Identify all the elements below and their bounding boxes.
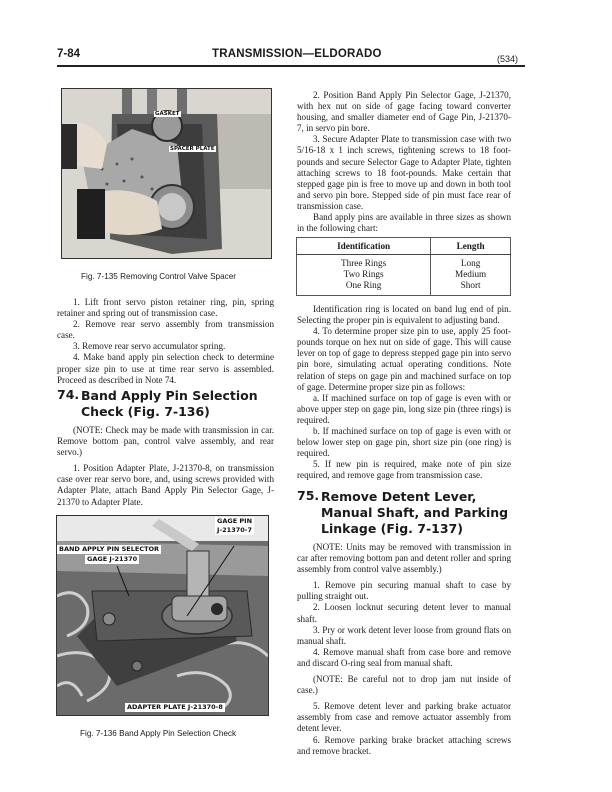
step-5-right: 5. If new pin is required, make note of pin size required, and remove gage from transmission case. [297,459,511,481]
section-75-step-1: 1. Remove pin securing manual shaft to case by pulling straight out. [297,580,511,602]
callout-selector-gage-line1: BAND APPLY PIN SELECTOR [59,545,160,553]
pin-chart-header-length: Length [431,238,511,255]
step-1: 1. Lift front servo piston retainer ring, pin, spring retainer and spring out of transmission case. [57,297,274,319]
figure-7-136-photo [56,515,269,716]
step-4a: a. If machined surface on top of gage is even with or above upper step on gage pin, long size pin (three rings) is required. [297,392,511,425]
section-75-step-2: 2. Loosen locknut securing detent lever to manual shaft. [297,602,511,624]
section-75 [297,489,511,757]
section-75-note: (NOTE: Units may be removed with transmission in car after removing bottom pan and detent roller and spring assembly from control valve assembly.) [297,542,511,575]
identification-ring-note: Identification ring is located on band lug end of pin. Selecting the proper pin is equivalent to adjusting band. [297,304,511,326]
callout-adapter-plate: ADAPTER PLATE J-21370-8 [127,703,223,711]
pin-chart-cell: Short [460,280,481,290]
right-column-top [297,90,511,234]
pin-chart-header-identification: Identification [297,238,431,255]
pin-chart-row [297,255,511,270]
step-4-right: 4. To determine proper size pin to use, apply 25 foot-pounds torque on hex nut on side of gage. This will cause lever on top of gage to depress stepped gage pin into servo pin bore, simulating actual operating conditions. Note relation of steps on gage pin and machined surface on top of gage. Determine proper size pin as follows: [297,326,511,392]
chart-intro: Band apply pins are available in three sizes as shown in the following chart: [297,212,511,234]
section-74-title: Band Apply Pin Selection Check (Fig. 7-136) [81,388,258,419]
right-column-mid [297,304,511,482]
section-75-title: Remove Detent Lever, Manual Shaft, and Parking Linkage (Fig. 7-137) [321,489,509,536]
callout-gage-pin [215,517,254,535]
section-74-heading [57,388,274,420]
sheet-number: (534) [497,54,519,64]
step-3-right: 3. Secure Adapter Plate to transmission case with two 5/16-18 x 1 inch screws, tightening screws to 18 foot-pounds and secure Selector Gage to Adapter Plate, tighten attaching screws to 18 foot-pounds. Make certain that stepped gage pin is free to move up and down in both tool and servo pin bore. Stepped side of pin must face rear of transmission case. [297,134,511,211]
page-number: 7-84 [57,48,81,60]
step-2-right: 2. Position Band Apply Pin Selector Gage, J-21370, with hex nut on side of gage facing toward converter housing, and smaller diameter end of Gage Pin, J-21370-7, in servo pin bore. [297,90,511,134]
step-4: 4. Make band apply pin selection check to determine proper size pin to use at time rear servo is assembled. Proceed as described in Note 74. [57,352,274,385]
pin-chart-row [297,280,511,296]
section-74-number: 74. [57,387,80,402]
figure-7-135-photo [61,88,272,259]
callout-spacer-plate: SPACER PLATE [170,146,215,152]
section-75-step-4: 4. Remove manual shaft from case bore and remove and discard O-ring seal from manual shaft. [297,646,511,668]
step-3: 3. Remove rear servo accumulator spring. [73,341,226,352]
callout-selector-gage-line2: GAGE J-21370 [87,555,138,563]
callout-gage-pin-line1: GAGE PIN [217,517,253,525]
header-rule [57,65,525,67]
figure-7-136-caption: Fig. 7-136 Band Apply Pin Selection Check [80,729,237,738]
section-75-step-6: 6. Remove parking brake bracket attaching screws and remove bracket. [297,734,511,756]
pin-chart-cell: One Ring [297,280,431,296]
section-75-number: 75. [297,488,320,503]
section-75-step-5: 5. Remove detent lever and parking brake actuator assembly from case and remove actuator assembly from detent lever. [297,701,511,734]
pin-size-chart [296,237,511,296]
left-column-steps [57,297,274,386]
section-74-step-1: 1. Position Adapter Plate, J-21370-8, on transmission case over rear servo bore, and, using screws provided with Adapter Plate, attach Band Apply Pin Selector Gage, J-21370 to Adapter Plate. [57,463,274,507]
step-2: 2. Remove rear servo assembly from transmission case. [57,319,274,341]
section-75-note-2: (NOTE: Be careful not to drop jam nut inside of case.) [297,674,511,696]
pin-chart-row [297,269,511,280]
section-75-step-3: 3. Pry or work detent lever loose from ground flats on manual shaft. [297,624,511,646]
section-74-note: (NOTE: Check may be made with transmission in car. Remove bottom pan, control valve assembly, and rear servo.) [57,425,274,458]
section-74 [57,388,274,508]
step-4b: b. If machined surface on top of gage is even with or below lower step on gage pin, short size pin (one ring) is required. [297,426,511,459]
pin-chart-cell: Long [460,258,481,268]
callout-gasket: GASKET [155,111,180,117]
pin-chart-header-row [297,238,511,255]
pin-chart-cell: Two Rings [297,269,431,280]
pin-chart-cell: Medium [455,269,487,279]
figure-7-135-caption: Fig. 7-135 Removing Control Valve Spacer [81,272,237,281]
running-title: TRANSMISSION—ELDORADO [212,48,382,60]
section-75-heading [297,489,511,537]
callout-gage-pin-line2: J-21370-7 [217,526,252,534]
pin-chart-cell: Three Rings [297,255,431,270]
